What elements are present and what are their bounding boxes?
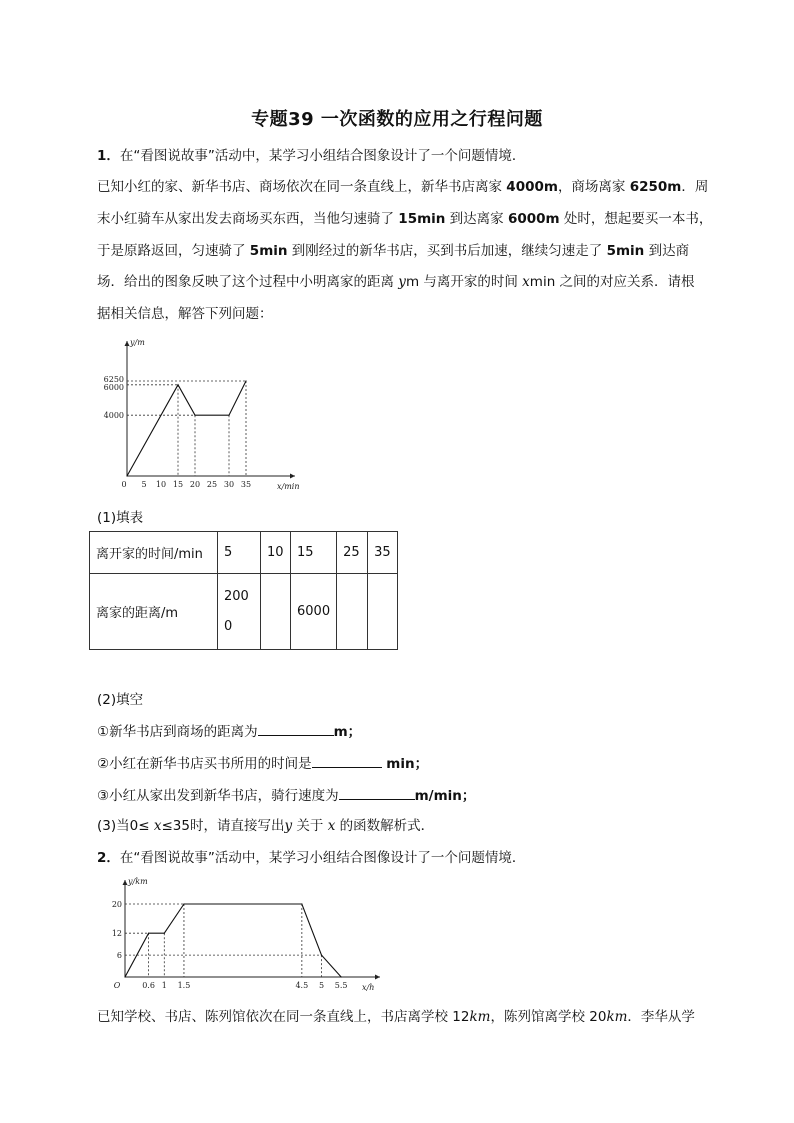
x-tick-label: 35 bbox=[240, 480, 252, 489]
x-tick-label: 25 bbox=[206, 480, 218, 489]
text-span: ，陈列馆离学校 20 bbox=[490, 1009, 607, 1025]
text-span: 已知小红的家、新华书店、商场依次在同一条直线上，新华书店离家 bbox=[97, 179, 507, 195]
data-point bbox=[228, 415, 229, 416]
x-tick-label: 0 bbox=[121, 480, 127, 489]
text-span: 6000m bbox=[507, 211, 560, 227]
table-cell bbox=[218, 574, 261, 650]
text-span: ≤35时，请直接写出 bbox=[161, 818, 285, 834]
q2-graph-content bbox=[112, 877, 380, 992]
answer-blank-3[interactable] bbox=[339, 785, 415, 800]
text-span: (3)当0≤ bbox=[97, 818, 154, 834]
x-tick-label: 10 bbox=[155, 480, 167, 489]
answer-blank-1[interactable] bbox=[258, 721, 334, 736]
table-cell: 15 bbox=[291, 532, 337, 574]
table-cell: 6000 bbox=[291, 574, 337, 650]
text-span: m/min； bbox=[414, 788, 476, 804]
q1-fill-1 bbox=[97, 721, 697, 742]
text-span: y bbox=[284, 818, 293, 834]
x-axis-arrow bbox=[290, 474, 295, 479]
text-span: 6250m bbox=[629, 179, 682, 195]
table-cell: 离家的距离/m bbox=[90, 574, 218, 650]
data-point bbox=[183, 903, 184, 904]
x-tick-label: 30 bbox=[223, 480, 235, 489]
data-point bbox=[126, 475, 127, 476]
text-span: m； bbox=[333, 724, 362, 740]
x-tick-label: 20 bbox=[189, 480, 201, 489]
answer-blank-2[interactable] bbox=[312, 753, 382, 768]
page-title: 专题39 一次函数的应用之行程问题 bbox=[251, 109, 543, 130]
x-axis-label: x/min bbox=[277, 482, 300, 490]
x-tick-label: 5.5 bbox=[334, 981, 348, 990]
q1-intro: 在“看图说故事”活动中，某学习小组结合图象设计了一个问题情境． bbox=[119, 148, 526, 164]
text-span: min； bbox=[381, 756, 429, 772]
data-point bbox=[194, 415, 195, 416]
text-span: ．李华从学 bbox=[627, 1009, 695, 1025]
x-tick-label: 1 bbox=[161, 981, 167, 990]
data-point bbox=[177, 384, 178, 385]
y-tick-label: 6000 bbox=[103, 382, 124, 392]
text-span: 5min bbox=[249, 243, 288, 259]
text-span: ①新华书店到商场的距离为 bbox=[97, 724, 258, 740]
text-span: 4000m bbox=[506, 179, 558, 195]
text-span: ②小红在新华书店买书所用的时间是 bbox=[97, 756, 312, 772]
q1-intro-line bbox=[97, 146, 697, 166]
y-tick-label: 6 bbox=[116, 951, 122, 961]
text-span: x bbox=[327, 818, 336, 834]
q1-part2-label: (2)填空 bbox=[97, 692, 144, 708]
x-tick-label: 15 bbox=[172, 480, 184, 489]
text-span: 到达商 bbox=[644, 243, 690, 259]
y-axis-label: y/km bbox=[128, 877, 148, 886]
text-span: 于是原路返回，匀速骑了 bbox=[97, 243, 250, 259]
q1-part3 bbox=[97, 816, 697, 836]
text-span: m 与离开家的时间 bbox=[405, 274, 523, 290]
cell-text: 200 bbox=[224, 588, 249, 604]
y-axis-arrow bbox=[125, 341, 130, 346]
q1-fill-3 bbox=[97, 785, 697, 806]
q2-graph bbox=[90, 872, 390, 997]
data-point bbox=[321, 955, 322, 956]
text-span: km bbox=[469, 1009, 491, 1025]
x-axis-arrow bbox=[375, 975, 380, 980]
table-cell: 25 bbox=[337, 532, 368, 574]
text-span: x bbox=[153, 818, 162, 834]
data-point bbox=[341, 976, 342, 977]
data-point bbox=[164, 933, 165, 934]
text-span: min 之间的对应关系．请根 bbox=[529, 274, 695, 290]
q1-fill-table bbox=[89, 531, 398, 650]
x-axis-label: x/h bbox=[362, 983, 375, 992]
y-tick-label: 20 bbox=[111, 900, 122, 909]
data-point bbox=[124, 976, 125, 977]
q2-text-line-2 bbox=[97, 1007, 697, 1027]
q1-number: 1． bbox=[97, 148, 120, 164]
y-tick-label: 6250 bbox=[103, 375, 124, 384]
x-tick-label: O bbox=[113, 981, 121, 990]
text-span: 的函数解析式． bbox=[335, 818, 435, 834]
x-tick-label: 5 bbox=[318, 981, 325, 990]
table-cell-empty[interactable] bbox=[368, 574, 398, 650]
data-point bbox=[245, 380, 246, 381]
text-span: x bbox=[522, 274, 530, 290]
text-span: 到达离家 bbox=[445, 211, 508, 227]
q1-text-line-4 bbox=[97, 241, 697, 261]
text-span: y bbox=[398, 274, 406, 290]
q1-text-line-5 bbox=[97, 272, 697, 292]
text-span: ．周 bbox=[681, 179, 709, 195]
text-span: km bbox=[606, 1009, 628, 1025]
cell-text: 0 bbox=[224, 618, 233, 634]
table-cell-empty[interactable] bbox=[261, 574, 291, 650]
data-line bbox=[125, 904, 341, 977]
table-cell: 35 bbox=[368, 532, 398, 574]
q2-intro: 在“看图说故事”活动中，某学习小组结合图像设计了一个问题情境． bbox=[119, 850, 526, 866]
table-cell-empty[interactable] bbox=[337, 574, 368, 650]
y-axis-label: y/m bbox=[130, 338, 145, 347]
x-tick-label: 5 bbox=[141, 480, 147, 489]
x-tick-label: 0.6 bbox=[142, 981, 155, 990]
text-span: 到刚经过的新华书店，买到书后加速，继续匀速走了 bbox=[287, 243, 607, 259]
q2-number: 2． bbox=[97, 850, 120, 866]
q1-text-line-2 bbox=[97, 177, 709, 197]
text-span: 5min bbox=[606, 243, 645, 259]
text-span: 场．给出的图象反映了这个过程中小明离家的距离 bbox=[97, 274, 399, 290]
x-tick-label: 4.5 bbox=[295, 981, 309, 990]
table-row bbox=[90, 574, 398, 650]
q1-fill-2 bbox=[97, 753, 697, 774]
table-cell: 10 bbox=[261, 532, 291, 574]
data-point bbox=[148, 933, 149, 934]
table-row bbox=[90, 532, 398, 574]
q1-part1-label: (1)填表 bbox=[97, 510, 144, 526]
table-cell: 离开家的时间/min bbox=[90, 532, 218, 574]
text-span: 处时，想起要买一本书， bbox=[559, 211, 713, 227]
text-span: 15min bbox=[398, 211, 446, 227]
table-cell: 5 bbox=[218, 532, 261, 574]
text-span: 末小红骑车从家出发去商场买东西，当他匀速骑了 bbox=[97, 211, 399, 227]
text-span: 已知学校、书店、陈列馆依次在同一条直线上，书店离学校 12 bbox=[97, 1009, 470, 1025]
q1-text-line-6: 据相关信息，解答下列问题： bbox=[97, 306, 273, 322]
data-point bbox=[301, 903, 302, 904]
y-tick-label: 12 bbox=[111, 929, 122, 939]
text-span: ③小红从家出发到新华书店，骑行速度为 bbox=[97, 788, 339, 804]
y-axis-arrow bbox=[123, 880, 128, 885]
q2-intro-line bbox=[97, 848, 697, 868]
text-span: ，商场离家 bbox=[557, 179, 630, 195]
x-tick-label: 1.5 bbox=[177, 981, 191, 990]
q1-graph-content bbox=[104, 338, 300, 490]
q1-graph bbox=[100, 335, 305, 490]
data-line bbox=[127, 381, 246, 476]
y-tick-label: 4000 bbox=[103, 411, 124, 421]
text-span: 关于 bbox=[292, 818, 328, 834]
q1-text-line-3 bbox=[97, 209, 713, 229]
